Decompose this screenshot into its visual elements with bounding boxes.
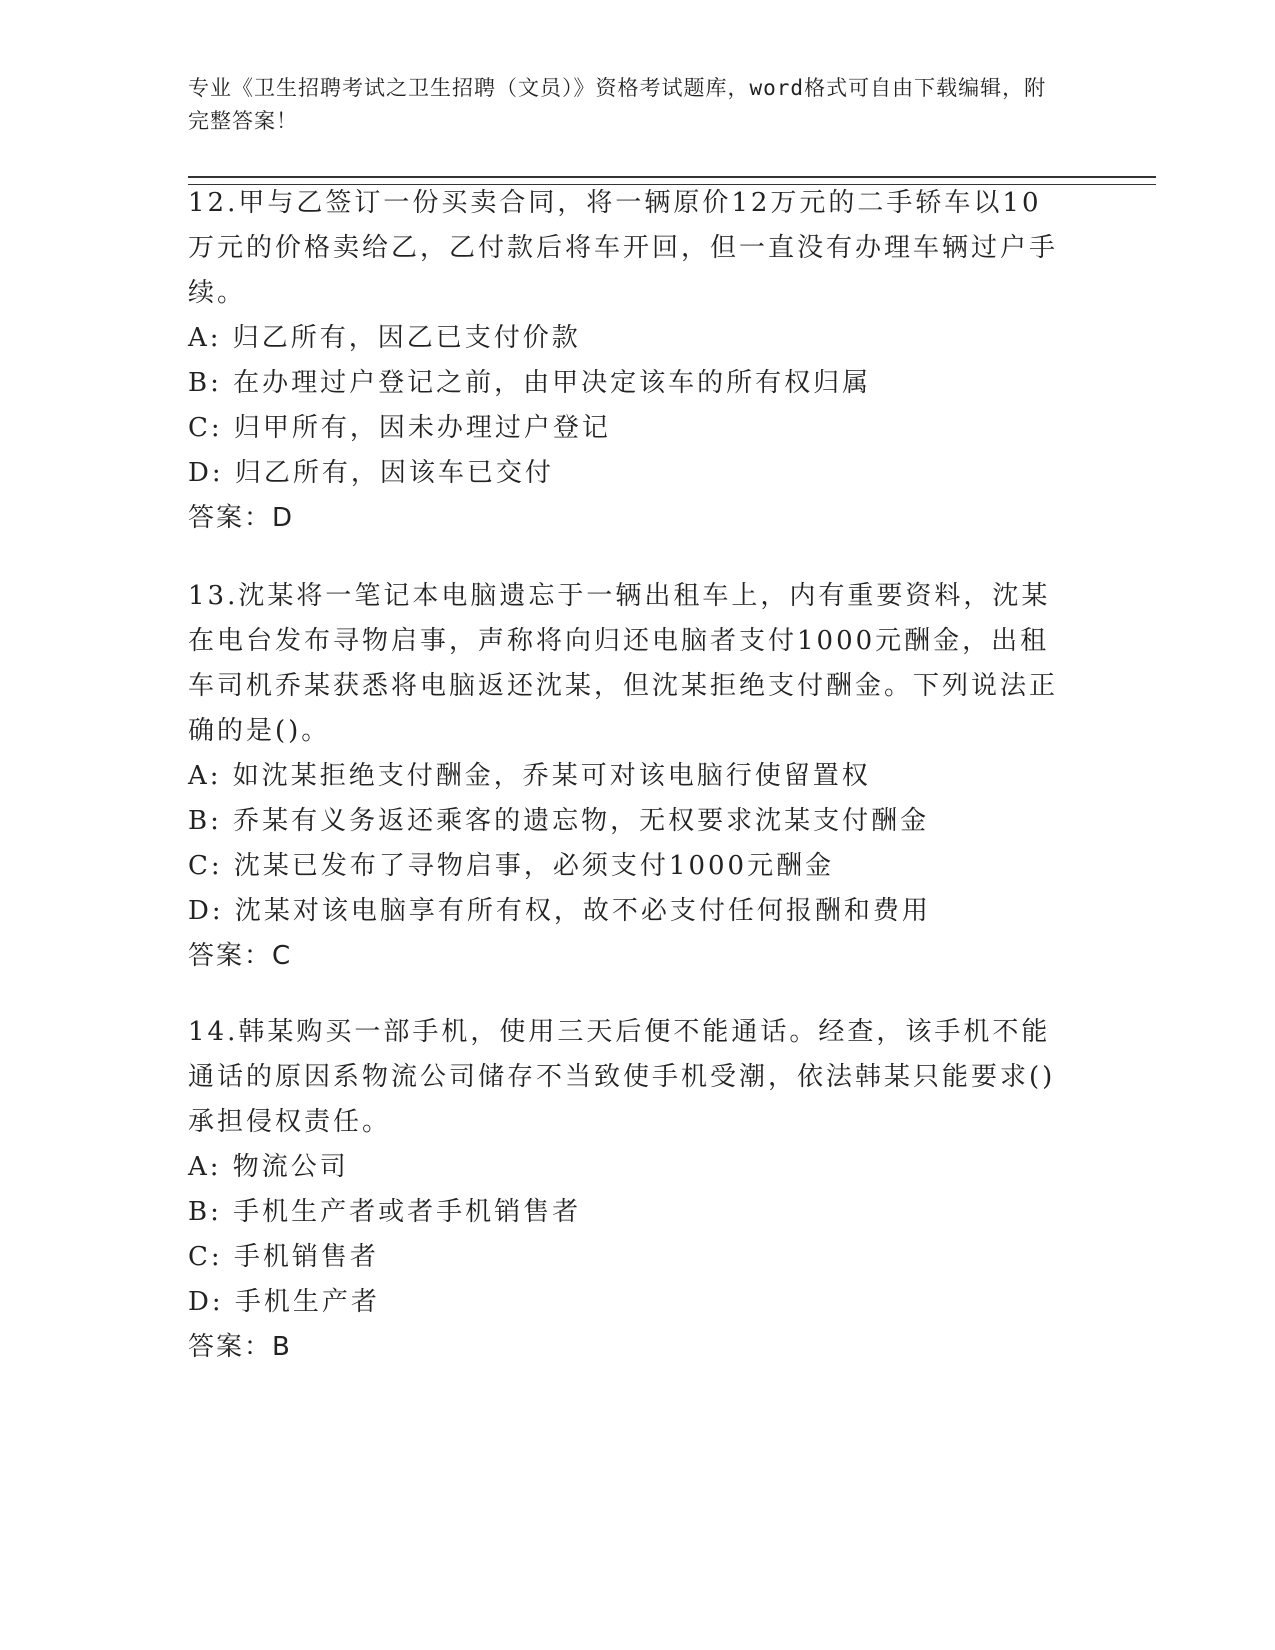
answer: 答案：C xyxy=(188,941,293,971)
option-d: D: 归乙所有，因该车已交付 xyxy=(188,458,554,488)
option-a: A: 归乙所有，因乙已支付价款 xyxy=(188,323,581,353)
option-d: D: 手机生产者 xyxy=(188,1287,380,1317)
option-b: B: 在办理过户登记之前，由甲决定该车的所有权归属 xyxy=(188,368,872,398)
option-a: A: 如沈某拒绝支付酬金，乔某可对该电脑行使留置权 xyxy=(188,761,871,791)
question-14 xyxy=(188,1010,1068,1370)
question-stem: 12.甲与乙签订一份买卖合同，将一辆原价12万元的二手轿车以10万元的价格卖给乙，乙付款后将车开回，但一直没有办理车辆过户手续。 xyxy=(188,188,1059,308)
question-13 xyxy=(188,574,1068,979)
question-stem: 13.沈某将一笔记本电脑遗忘于一辆出租车上，内有重要资料，沈某在电台发布寻物启事，声称将向归还电脑者支付1000元酬金，出租车司机乔某获悉将电脑返还沈某，但沈某拒绝支付酬金。下列说法正确的是()。 xyxy=(188,581,1059,746)
option-c: C: 手机销售者 xyxy=(188,1242,379,1272)
option-c: C: 沈某已发布了寻物启事，必须支付1000元酬金 xyxy=(188,851,835,881)
answer: 答案：D xyxy=(188,503,295,533)
option-c: C: 归甲所有，因未办理过户登记 xyxy=(188,413,611,443)
option-b: B: 手机生产者或者手机销售者 xyxy=(188,1197,582,1227)
answer: 答案：B xyxy=(188,1332,292,1362)
question-stem: 14.韩某购买一部手机，使用三天后便不能通话。经查，该手机不能通话的原因系物流公司储存不当致使手机受潮，依法韩某只能要求()承担侵权责任。 xyxy=(188,1017,1056,1137)
option-d: D: 沈某对该电脑享有所有权，故不必支付任何报酬和费用 xyxy=(188,896,931,926)
document-header: 专业《卫生招聘考试之卫生招聘（文员）》资格考试题库，word格式可自由下载编辑，附完整答案！ xyxy=(188,76,1047,133)
option-a: A: 物流公司 xyxy=(188,1152,349,1182)
question-12 xyxy=(188,181,1068,541)
option-b: B: 乔某有义务返还乘客的遗忘物，无权要求沈某支付酬金 xyxy=(188,806,930,836)
